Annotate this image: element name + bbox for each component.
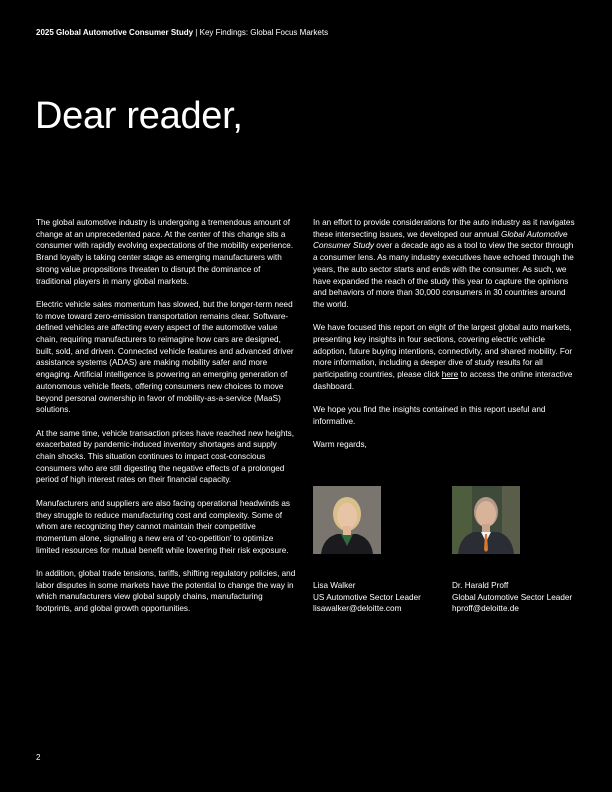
- signatory-name: Dr. Harald Proff: [452, 581, 509, 590]
- signatory-role: Global Automotive Sector Leader: [452, 592, 573, 602]
- closing-salutation: Warm regards,: [313, 440, 367, 450]
- letter-right-column: [313, 217, 576, 463]
- paragraph-report-focus: [313, 322, 576, 392]
- signatory-block: [452, 580, 572, 615]
- portrait-lisa-walker: [313, 486, 381, 554]
- portrait-harald-proff: [452, 486, 520, 554]
- signatory-email[interactable]: lisawalker@deloitte.com: [313, 604, 402, 614]
- signatory-block: [313, 580, 421, 615]
- paragraph: At the same time, vehicle transaction prices have reached new heights, exacerbated by pandemic-induced inventory shortages and supply chain shocks. This situation continues to impact cost-conscious consumers who are still digesting the negative effects of a prolonged period of high interest rates on their financial capacity.: [36, 428, 295, 485]
- signatory-email[interactable]: hproff@deloitte.de: [452, 604, 519, 614]
- paragraph: In addition, global trade tensions, tariffs, shifting regulatory policies, and labor disputes in some markets have the potential to change the way in which manufacturers view global supply chains, manufacturing footprints, and global growth opportunities.: [36, 569, 296, 614]
- signatory-role: US Automotive Sector Leader: [313, 592, 421, 602]
- paragraph-closing-wish: We hope you find the insights contained in this report useful and informative.: [313, 405, 546, 426]
- study-name: Global Automotive Consumer Study: [313, 229, 568, 251]
- text-run: over a decade ago as a tool to view the sector through a consumer lens. As many industry executives have echoed through the years, the auto sector starts and ends with the consumer. As such, we have expanded the reach of the study this year to capture the opinions and behaviors of more than 30,000 consumers in 30 countries around the world.: [313, 241, 574, 309]
- page-number: 2: [36, 753, 41, 762]
- paragraph: Electric vehicle sales momentum has slowed, but the longer-term need to move toward zero-emission transportation remains clear. Software-defined vehicles are affecting every aspect of the automotive value chain, requiring manufacturers to reimagine how cars are designed, built, sold, and driven. Connected vehicle features and advanced driver assistance systems (ADAS) are making mobility safer and more engaging. Artificial intelligence is powering an emerging generation of autonomous vehicle fleets, offering consumers new choices to move beyond personal ownership in favor of mobility-as-a-service (MaaS) solutions.: [36, 299, 294, 415]
- paragraph: Manufacturers and suppliers are also facing operational headwinds as they struggle to reduce manufacturing cost and complexity. Some of whom are recognizing they cannot maintain their competitive momentum alone, signaling a new era of ‘co-opetition’ to optimize limited resources for mutual benefit while lowering their risk exposure.: [36, 498, 290, 555]
- header-separator: |: [193, 28, 200, 37]
- report-title: 2025 Global Automotive Consumer Study: [36, 28, 194, 37]
- header-section: Key Findings: Global Focus Markets: [199, 28, 329, 37]
- paragraph: The global automotive industry is undergoing a tremendous amount of change at an unprecedented pace. At the center of this change sits a consumer with rapidly evolving expectations of the mobility experience. Brand loyalty is taking center stage as emerging manufacturers with strong value propositions threaten to disrupt the dominance of traditional players in many global markets.: [36, 218, 294, 286]
- page-title: Dear reader,: [35, 95, 243, 137]
- letter-left-column: [36, 217, 298, 627]
- dashboard-link[interactable]: here: [441, 370, 459, 380]
- text-run: to access the online interactive dashboard.: [313, 370, 573, 391]
- text-run: We have focused this report on eight of the largest global auto markets, presenting key insights in four sections, covering electric vehicle adoption, future buying intentions, connectivity, and shared mobility. For more information, including a deeper dive of study results for all participating countries, please click: [313, 323, 573, 380]
- running-header: [36, 28, 328, 38]
- text-run: In an effort to provide considerations for the auto industry as it navigates these intersecting issues, we developed our annual: [313, 218, 575, 239]
- paragraph-study-intro: [313, 217, 576, 311]
- signatory-name: Lisa Walker: [313, 581, 356, 590]
